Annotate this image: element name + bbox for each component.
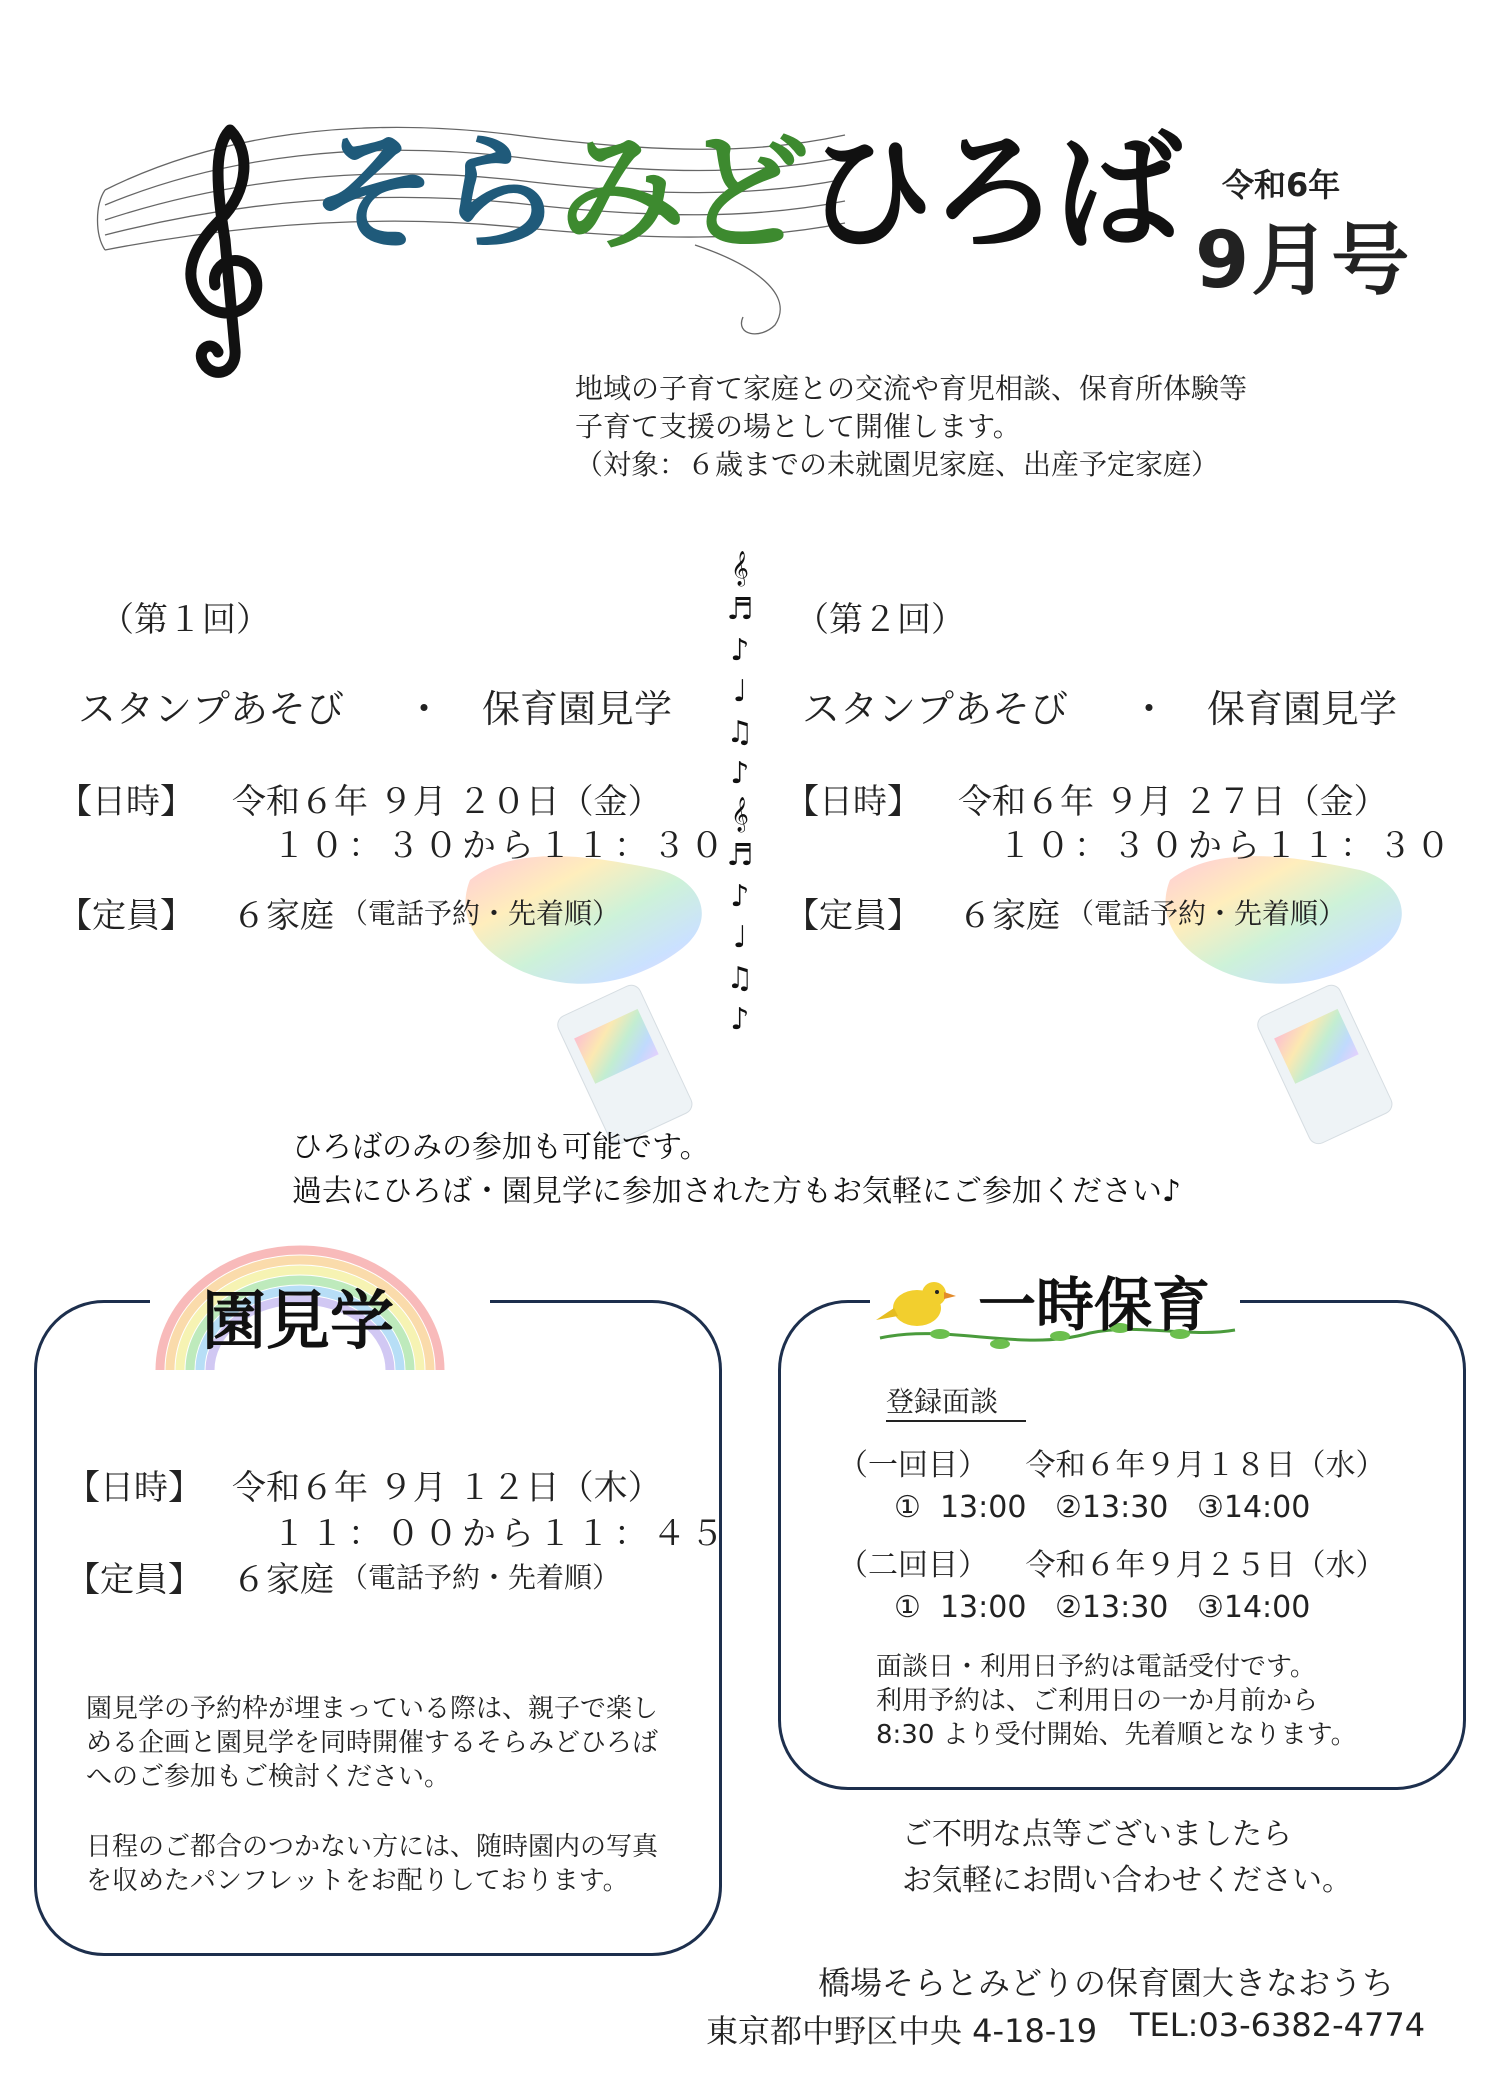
tour-panel-title: 園見学 (202, 1285, 394, 1359)
music-note-icon: ♬ (726, 838, 754, 873)
info-line: 面談日・利用日予約は電話受付です。 (876, 1652, 1316, 1682)
childcare-round-2 (838, 1540, 1386, 1625)
music-note-icon: ♪ (730, 879, 750, 914)
footer-tel: TEL:03-6382-4774 (1130, 2006, 1426, 2044)
session-1-capacity: ６家庭 (232, 896, 334, 936)
session-1-time: １０：３０から１１：３０ (272, 826, 728, 866)
session-1-date: 令和６年 ９月 ２０日（金） (232, 782, 662, 822)
music-note-icon: ♫ (726, 715, 754, 750)
footer-org-name: 橋場そらとみどりの保育園大きなおうち (818, 1964, 1395, 2002)
round-slots: ① 13:00 ②13:30 ③14:00 (894, 1490, 1311, 1525)
tour-text-line: 日程のご都合のつかない方には、随時園内の写真 (86, 1832, 659, 1862)
treble-clef-icon (170, 120, 280, 390)
tour-date: 令和６年 ９月 １２日（木） (232, 1468, 662, 1508)
title-part-3: ど (682, 119, 807, 268)
music-note-icon: ♪ (730, 756, 750, 791)
tour-text-line: へのご参加もご検討ください。 (86, 1762, 451, 1792)
session-2-date: 令和６年 ９月 ２７日（金） (958, 782, 1388, 822)
session-2-separator: ・ (1130, 687, 1169, 731)
childcare-round-1 (838, 1440, 1386, 1525)
session-1-separator: ・ (405, 687, 444, 731)
tour-capacity-label: 【定員】 (66, 1560, 202, 1600)
session-1-capacity-note: （電話予約・先着順） (340, 897, 621, 930)
title-part-1: そら (310, 119, 559, 268)
childcare-panel-title: 一時保育 (978, 1271, 1211, 1339)
title-part-4: ひろば (806, 119, 1179, 268)
treble-clef-icon: 𝄞 (731, 551, 749, 586)
contact-line: お気軽にお問い合わせください。 (902, 1863, 1352, 1898)
music-note-icon: ♪ (730, 1002, 750, 1037)
title-part-2: み (558, 119, 683, 268)
tour-text-line: 園見学の予約枠が埋まっている際は、親子で楽し (86, 1694, 659, 1724)
tour-text-line: める企画と園見学を同時開催するそらみどひろば (86, 1728, 659, 1758)
tour-capacity: ６家庭 (232, 1560, 334, 1600)
music-note-icon: ♬ (726, 592, 754, 627)
intro-text (575, 370, 1247, 484)
tour-paragraph-2 (86, 1830, 658, 1898)
intro-line: 子育て支援の場として開催します。 (575, 410, 1021, 443)
session-2-capacity: ６家庭 (958, 896, 1060, 936)
session-1-activity-b: 保育園見学 (482, 687, 673, 731)
session-2-heading: （第２回） (795, 600, 965, 640)
round-label: （一回目） (838, 1448, 988, 1483)
paint-splash-illustration-2 (1130, 840, 1450, 1130)
participation-notes (292, 1126, 1181, 1214)
session-2-time: １０：３０から１１：３０ (998, 826, 1454, 866)
tour-text-line: を収めたパンフレットをお配りしております。 (86, 1866, 629, 1896)
music-note-icon: ♪ (730, 633, 750, 668)
contact-message (902, 1812, 1352, 1904)
session-1-activity-a: スタンプあそび (78, 687, 345, 731)
note-line: ひろばのみの参加も可能です。 (292, 1130, 710, 1165)
issue-era: 令和6年 (1222, 166, 1341, 204)
session-1-heading: （第１回） (100, 600, 270, 640)
note-line: 過去にひろば・園見学に参加された方もお気軽にご参加ください♪ (292, 1174, 1182, 1209)
tour-date-label: 【日時】 (66, 1468, 202, 1508)
music-note-icon: ♩ (732, 920, 748, 955)
session-2-activity-b: 保育園見学 (1207, 687, 1398, 731)
round-slots: ① 13:00 ②13:30 ③14:00 (894, 1590, 1311, 1625)
session-1-capacity-label: 【定員】 (58, 896, 194, 936)
music-note-icon: ♩ (732, 674, 748, 709)
tour-panel-title-area (150, 1262, 490, 1359)
contact-line: ご不明な点等ございましたら (902, 1817, 1292, 1852)
session-2-capacity-note: （電話予約・先着順） (1066, 897, 1347, 930)
tour-paragraph-1 (86, 1692, 658, 1794)
tour-capacity-note: （電話予約・先着順） (340, 1561, 621, 1594)
intro-line: 地域の子育て家庭との交流や育児相談、保育所体験等 (575, 372, 1248, 405)
childcare-info (876, 1650, 1357, 1752)
issue-month: 9月号 (1195, 216, 1412, 306)
footer-address: 東京都中野区中央 4-18-19 (706, 2012, 1098, 2050)
paint-splash-illustration-1 (430, 840, 750, 1130)
session-2-activity-a: スタンプあそび (802, 687, 1069, 731)
treble-clef-icon: 𝄞 (731, 797, 749, 832)
round-date: 令和６年９月２５日（水） (1025, 1548, 1386, 1583)
session-1-date-label: 【日時】 (58, 782, 194, 822)
music-notes-divider (720, 548, 760, 1040)
music-note-icon: ♫ (726, 961, 754, 996)
info-line: 8:30 より受付開始、先着順となります。 (876, 1720, 1357, 1750)
session-2-date-label: 【日時】 (785, 782, 921, 822)
intro-line: （対象：６歳までの未就園児家庭、出産予定家庭） (575, 448, 1220, 481)
newsletter-title (310, 119, 1179, 268)
tour-time: １１：００から１１：４５ (272, 1514, 728, 1554)
round-date: 令和６年９月１８日（水） (1025, 1448, 1386, 1483)
session-2-capacity-label: 【定員】 (785, 896, 921, 936)
info-line: 利用予約は、ご利用日の一か月前から (876, 1686, 1319, 1716)
childcare-panel-title-area (870, 1262, 1240, 1352)
childcare-subheading: 登録面談 (886, 1380, 1026, 1422)
round-label: （二回目） (838, 1548, 988, 1583)
